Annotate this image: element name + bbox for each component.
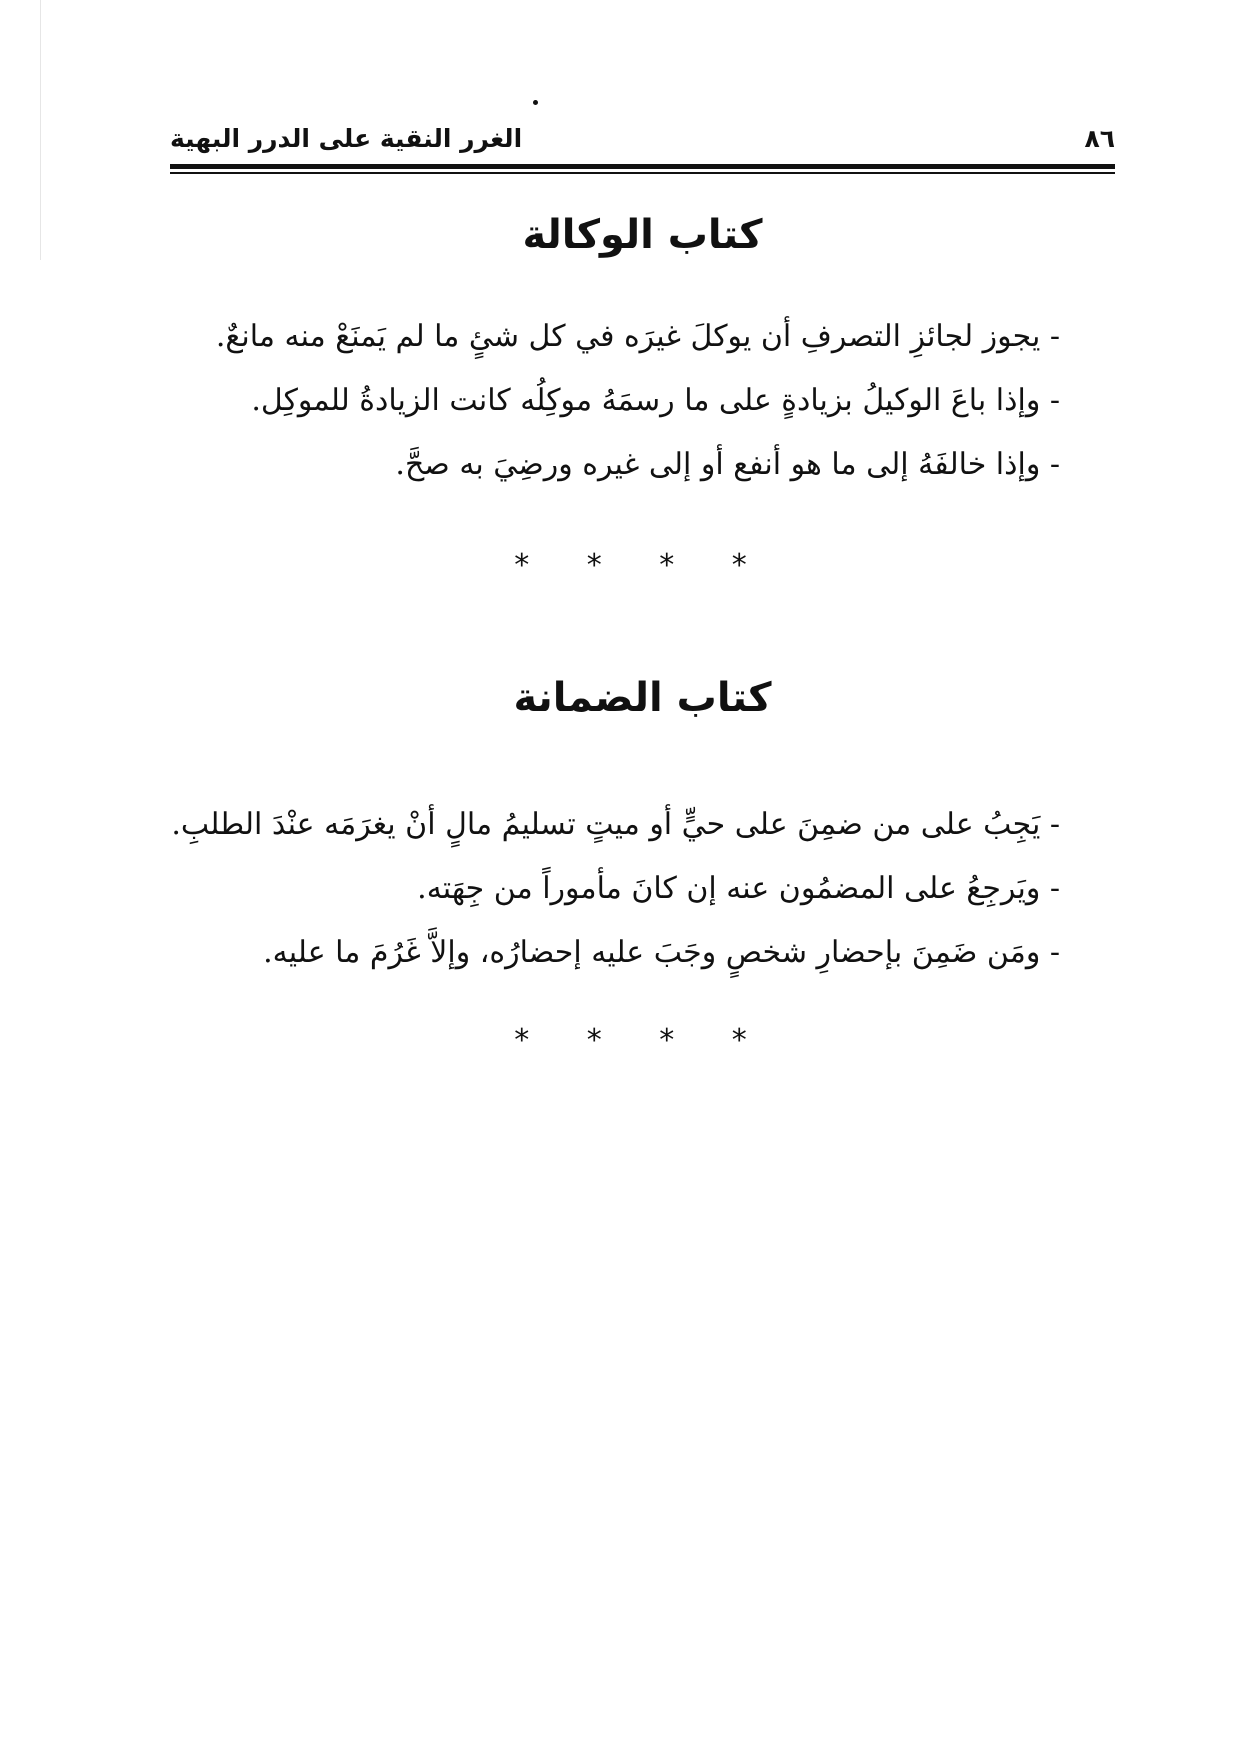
paragraph: - وإذا خالفَهُ إلى ما هو أنفع أو إلى غيره ورضِيَ به صحَّ. — [395, 447, 1060, 482]
paragraph: - ومَن ضَمِنَ بإحضارِ شخصٍ وجَبَ عليه إحضارُه، وإلاَّ غَرُمَ ما عليه. — [263, 935, 1060, 970]
paragraph: - يجوز لجائزِ التصرفِ أن يوكلَ غيرَه في كل شئٍ ما لم يَمنَعْ منه مانعٌ. — [215, 319, 1060, 354]
paragraph: - يَجِبُ على من ضمِنَ على حيٍّ أو ميتٍ تسليمُ مالٍ أنْ يغرَمَه عنْدَ الطلبِ. — [171, 807, 1060, 842]
header-dot — [533, 100, 538, 105]
running-header — [170, 118, 1115, 168]
paragraph: - وإذا باعَ الوكيلُ بزيادةٍ على ما رسمَهُ موكِلُه كانت الزيادةُ للموكِل. — [251, 383, 1060, 418]
chapter-body-wakala — [160, 305, 1060, 497]
chapter-body-damana — [160, 793, 1060, 985]
scan-margin-line — [40, 0, 41, 260]
header-rule-thin — [170, 172, 1115, 174]
chapter-title-damana: كتاب الضمانة — [513, 675, 772, 721]
section-separator: * * * * — [514, 1023, 771, 1058]
paragraph: - ويَرجِعُ على المضمُون عنه إن كانَ مأموراً من جِهَته. — [417, 871, 1060, 906]
page-number: ٨٦ — [1084, 124, 1115, 153]
header-title: الغرر النقية على الدرر البهية — [170, 124, 523, 153]
chapter-title-wakala: كتاب الوكالة — [522, 212, 763, 258]
header-rule — [170, 164, 1115, 174]
section-separator: * * * * — [514, 548, 771, 583]
header-rule-thick — [170, 164, 1115, 169]
